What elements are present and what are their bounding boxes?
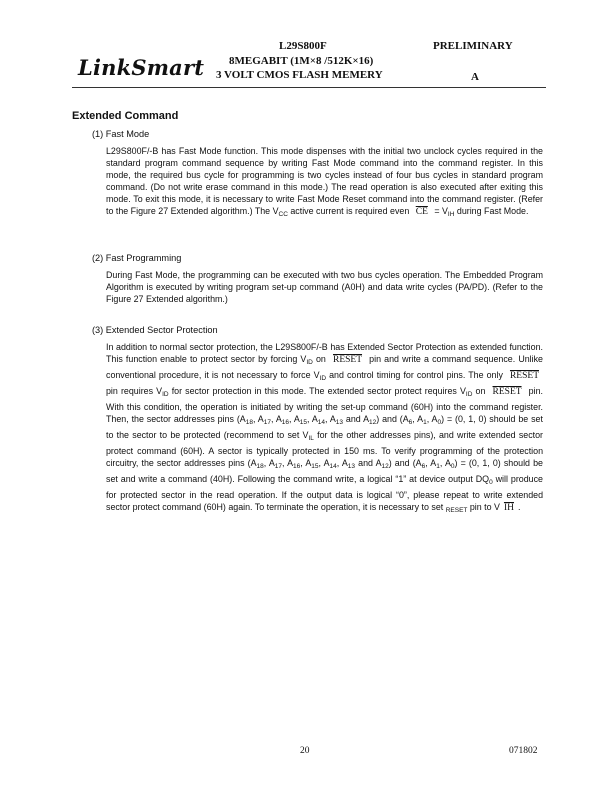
sector-protection-heading: (3) Extended Sector Protection [92,325,218,335]
part-number: L29S800F [279,40,327,52]
device-description: 3 VOLT CMOS FLASH MEMERY [216,69,383,81]
header-rule [72,87,546,88]
page-number: 20 [300,746,310,756]
fast-mode-paragraph: L29S800F/-B has Fast Mode function. This mode dispenses with the initial two unclock cycles required in the standard program command sequence by writing Fast Mode command into the command register. In this mode, the required bus cycle for programming is two cycles instead of four bus cycles in standard program command. (Do not write erase command in this mode.) The read operation is also executed after exiting this mode. To exit this mode, it is necessary to write Fast Mode Reset command into the command register. (Refer to the Figure 27 Extended algorithm.) The $V_{CC}$ active current is required even $\overline{CE} = V_{IH}$ during Fast Mode. [106,146,543,218]
fast-mode-heading: (1) Fast Mode [92,129,150,139]
company-logo: LinkSmart [78,55,205,80]
document-date-code: 071802 [509,746,538,756]
revision-letter: A [471,71,479,83]
memory-density: 8MEGABIT (1M×8 /512K×16) [229,55,374,67]
fast-programming-heading: (2) Fast Programming [92,253,182,263]
sector-protection-paragraph: In addition to normal sector protection, the L29S800F/-B has Extended Sector Protection as extended function. This function enable to protect sector by forcing $V_{ID}$ on RESET pin and write a command sequence. Unlike conventional procedure, it is not necessary to force $V_{ID}$ and control timing for control pins. The only RESET pin requires $V_{ID}$ for sector protection in this mode. The extended sector protect requires $V_{ID}$ on RESET pin. With this condition, the operation is initiated by writing the set-up command (60H) into the command register. Then, the sector addresses pins ($A_{18}$, $A_{17}$, $A_{16}$, $A_{15}$, $A_{14}$, $A_{13}$ and $A_{12}$) and ($A_6$, $A_1$, $A_0) = (0$, 1, 0) should be set to the sector to be protected (recommend to set $V_{IL}$ for the other addresses pins), and write extended sector protect command (60H). A sector is typically protected in 150 ms. To verify programming of the protection circuitry, the sector addresses pins ($A_{18}$, $A_{17}$, $A_{16}$, $A_{15}$, $A_{14}$, $A_{13}$ and $A_{12}$) and ($A_6$, $A_1$, $A_0) = (0$, 1, 0) should be set and write a command (40H). Following the command write, a logical “1” at device output $DQ_0$ will produce for protected sector in the read operation. If the output data is logical “0”, please repeat to write extended sector protect command (60H) again. To terminate the operation, it is necessary to set $_{RESET}$ pin to V $\overline{IH}$ . [106,342,543,514]
fast-programming-paragraph: During Fast Mode, the programming can be executed with two bus cycles operation. The Embedded Program Algorithm is executed by writing program set-up command (A0H) and data write cycles (PA/PD). (Refer to the Figure 27 Extended algorithm.) [106,270,543,304]
section-title: Extended Command [72,110,179,122]
document-status: PRELIMINARY [433,40,513,52]
